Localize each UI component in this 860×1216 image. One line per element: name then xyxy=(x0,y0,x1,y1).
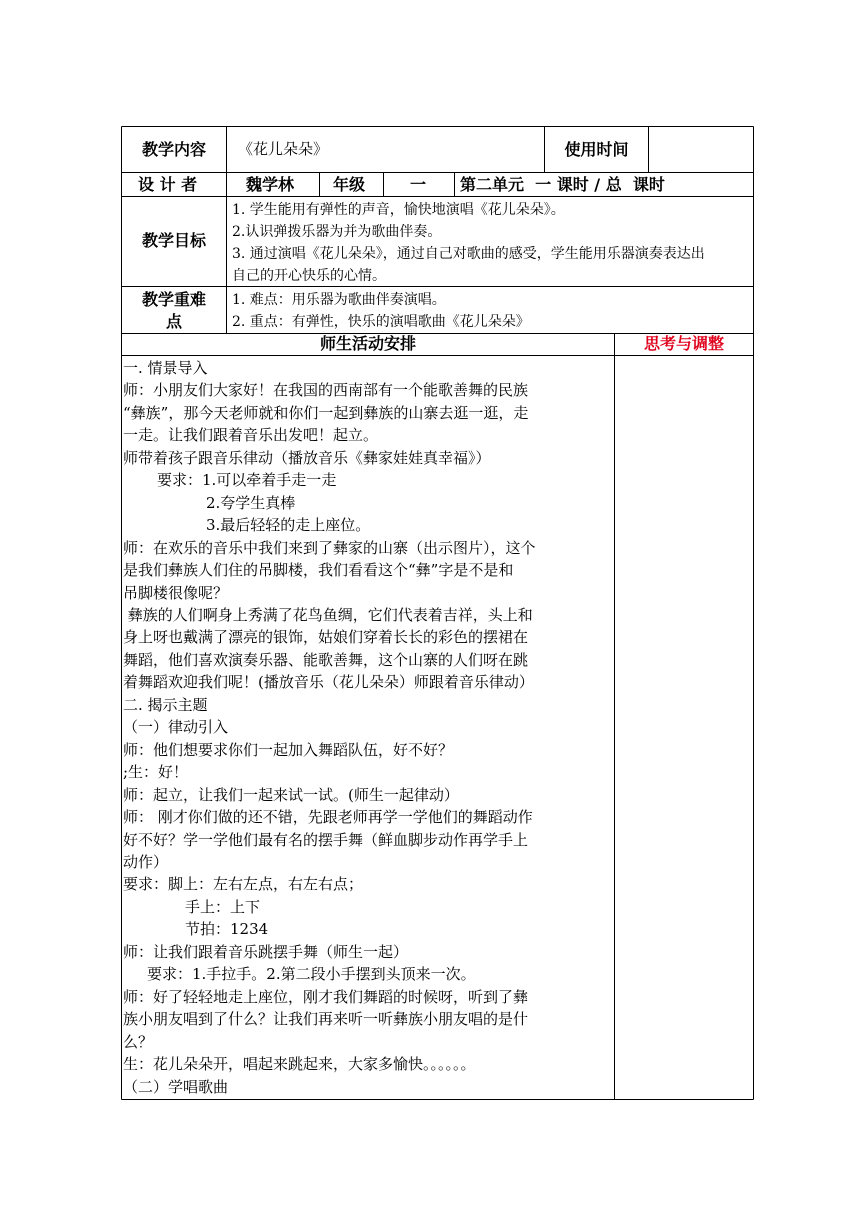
activity-line: 师：在欢乐的音乐中我们来到了彝家的山寨（出示图片），这个 xyxy=(123,538,536,557)
activity-line: 3.最后轻轻的走上座位。 xyxy=(206,516,371,535)
content-value: 《花儿朵朵》 xyxy=(238,140,329,158)
activity-line: 要求：1.可以牵着手走一走 xyxy=(157,471,337,490)
designer-label: 设 计 者 xyxy=(138,175,198,194)
content-label: 教学内容 xyxy=(141,140,206,159)
activity-line: 族小朋友唱到了什么？让我们再来听一听彝族小朋友唱的是什 xyxy=(123,1010,529,1029)
activity-line: 是我们彝族人们住的吊脚楼，我们看看这个“彝”字是不是和 xyxy=(123,561,514,580)
key-point-line: 1. 难点：用乐器为歌曲伴奏演唱。 xyxy=(232,292,446,308)
goals-text xyxy=(232,199,705,287)
unit-value: 第二单元 一 课时 / 总 课时 xyxy=(460,175,665,194)
designer-value: 魏学林 xyxy=(246,175,295,194)
activity-line: 师：起立，让我们一起来试一试。(师生一起律动） xyxy=(123,785,459,804)
reflection-header: 思考与调整 xyxy=(643,334,724,353)
activity-line: 二. 揭示主题 xyxy=(123,695,208,714)
activity-line: 彝族的人们啊身上秀满了花鸟鱼绸，它们代表着吉祥，头上和 xyxy=(123,606,533,624)
activity-line: 一. 情景导入 xyxy=(123,359,208,377)
activity-line: 要求：1.手拉手。2.第二段小手摆到头顶来一次。 xyxy=(147,965,476,984)
activity-line: 动作） xyxy=(123,853,169,871)
activity-line: （二）学唱歌曲 xyxy=(123,1077,229,1096)
activity-line: （一）律动引入 xyxy=(123,718,229,737)
key-point-line: 2. 重点：有弹性，快乐的演唱歌曲《花儿朵朵》 xyxy=(232,314,530,330)
activity-line: 师：他们想要求你们一起加入舞蹈队伍，好不好？ xyxy=(123,740,454,759)
activity-line: 师： 刚才你们做的还不错，先跟老师再学一学他们的舞蹈动作 xyxy=(123,808,533,827)
activity-line: “彝族”，那今天老师就和你们一起到彝族的山寨去逛一逛，走 xyxy=(123,403,529,422)
activity-line: 师：让我们跟着音乐跳摆手舞（师生一起） xyxy=(123,942,409,961)
activity-line: 师带着孩子跟音乐律动（播放音乐《彝家娃娃真幸福》） xyxy=(123,448,491,467)
key-points-text xyxy=(232,289,530,333)
activity-line: ;生：好！ xyxy=(123,763,189,782)
activity-line: 2.夸学生真棒 xyxy=(206,493,296,512)
activity-line: 师：小朋友们大家好！在我国的西南部有一个能歌善舞的民族 xyxy=(123,381,529,400)
goal-line: 自己的开心快乐的心情。 xyxy=(232,268,386,284)
key-points-label-line: 教学重难 xyxy=(141,290,206,309)
activity-line: 舞蹈，他们喜欢演奏乐器、能歌善舞，这个山寨的人们呀在跳 xyxy=(123,650,529,669)
grade-value: 一 xyxy=(410,175,427,194)
activity-line: 好不好？学一学他们最有名的摆手舞（鲜血脚步动作再学手上 xyxy=(123,830,529,849)
activity-line: 要求：脚上：左右左点，右左右点； xyxy=(123,875,364,894)
activity-line: 身上呀也戴满了漂亮的银饰，姑娘们穿着长长的彩色的摆裙在 xyxy=(123,628,529,647)
goal-line: 2.认识弹拨乐器为并为歌曲伴奏。 xyxy=(232,224,442,240)
key-points-label-line: 点 xyxy=(165,312,182,331)
goals-label: 教学目标 xyxy=(141,231,206,250)
activities-header: 师生活动安排 xyxy=(319,334,416,353)
activity-line: 节拍：1234 xyxy=(185,920,269,939)
activity-line: 一走。让我们跟着音乐出发吧！起立。 xyxy=(123,426,379,445)
activity-line: 着舞蹈欢迎我们呢！(播放音乐（花儿朵朵）师跟着音乐律动） xyxy=(123,673,534,692)
time-label: 使用时间 xyxy=(564,140,629,159)
activity-line: 么？ xyxy=(123,1032,154,1051)
goal-line: 3. 通过演唱《花儿朵朵》，通过自己对歌曲的感受，学生能用乐器演奏表达出 xyxy=(232,246,705,262)
activity-line: 师：好了轻轻地走上座位，刚才我们舞蹈的时候呀，听到了彝 xyxy=(123,987,529,1006)
activity-line: 手上：上下 xyxy=(185,897,261,916)
goal-line: 1. 学生能用有弹性的声音，愉快地演唱《花儿朵朵》。 xyxy=(232,202,565,218)
grade-label: 年级 xyxy=(333,175,366,194)
key-points-label xyxy=(122,289,226,333)
activity-line: 生：花儿朵朵开，唱起来跳起来，大家多愉快。。。。。。 xyxy=(123,1055,476,1074)
activity-line: 吊脚楼很像呢？ xyxy=(123,583,229,602)
